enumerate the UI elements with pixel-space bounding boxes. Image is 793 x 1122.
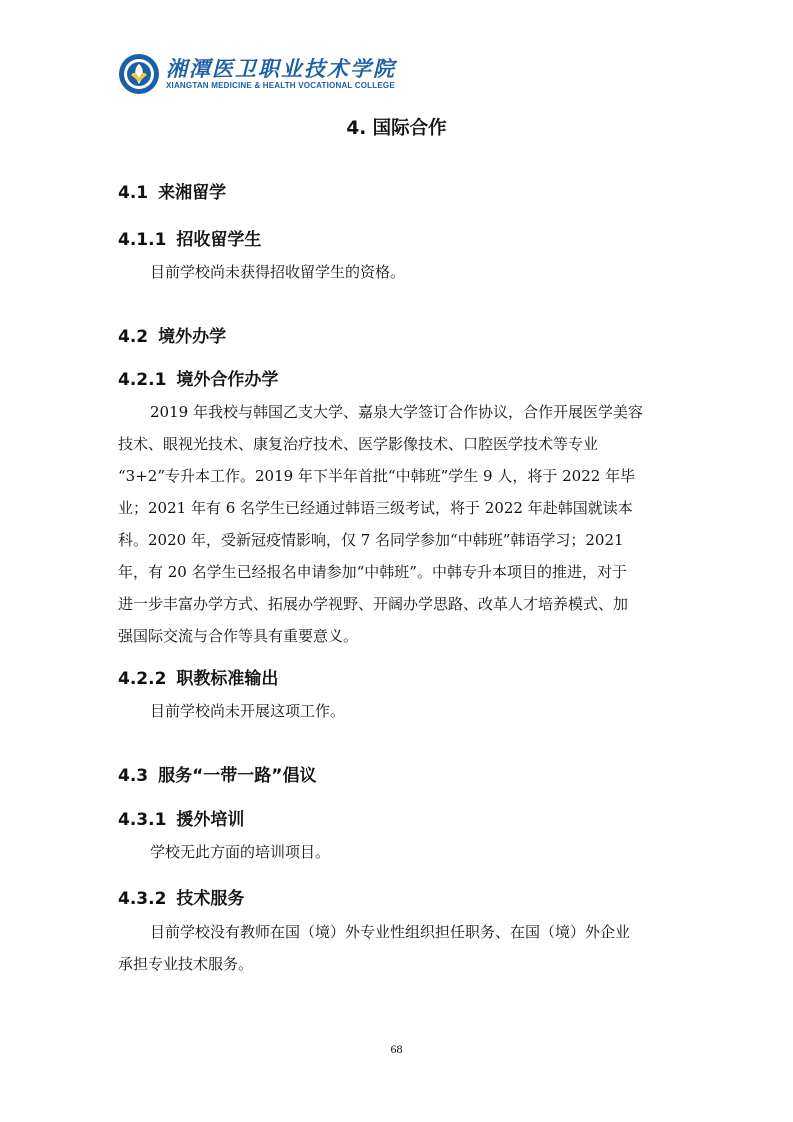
section-heading-4-3-2 [118, 884, 244, 909]
text-line: 目前学校没有教师在国（境）外专业性组织担任职务、在国（境）外企业 [150, 923, 631, 941]
section-title: 技术服务 [176, 889, 245, 909]
text-line: 科。2020 年，受新冠疫情影响，仅 7 名同学参加“中韩班”韩语学习；2021 [118, 531, 624, 549]
section-heading-4-1-1 [118, 225, 261, 250]
section-heading-4-2-1 [118, 365, 278, 390]
section-title: 境外办学 [158, 327, 227, 347]
section-title: 服务“一带一路”倡议 [158, 766, 317, 786]
section-heading-4-3-1 [118, 805, 244, 830]
paragraph-4-2-1 [118, 396, 678, 652]
section-number: 4.2.2 [118, 669, 167, 689]
section-heading-4-2 [118, 322, 226, 347]
page-number: 68 [390, 1042, 403, 1056]
text-line: “3+2”专升本工作。2019 年下半年首批“中韩班”学生 9 人，将于 2022 年毕 [118, 467, 636, 485]
text-line: 2019 年我校与韩国乙支大学、嘉泉大学签订合作协议，合作开展医学美容 [150, 403, 643, 421]
paragraph-4-1-1 [118, 256, 678, 288]
school-name-en: XIANGTAN MEDICINE & HEALTH VOCATIONAL COLLEGE [166, 81, 395, 90]
text-line: 目前学校尚未开展这项工作。 [150, 702, 346, 720]
section-title: 来湘留学 [158, 183, 227, 203]
text-line: 学校无此方面的培训项目。 [150, 843, 331, 861]
text-line: 强国际交流与合作等具有重要意义。 [118, 627, 359, 645]
section-heading-4-1 [118, 178, 226, 203]
text-line: 技术、眼视光技术、康复治疗技术、医学影像技术、口腔医学技术等专业 [118, 435, 599, 453]
section-number: 4.1 [118, 183, 149, 203]
text-line: 目前学校尚未获得招收留学生的资格。 [150, 263, 406, 281]
section-number: 4.2 [118, 327, 149, 347]
text-line: 进一步丰富办学方式、拓展办学视野、开阔办学思路、改革人才培养模式、加 [118, 595, 629, 613]
section-number: 4.2.1 [118, 370, 167, 390]
text-line: 年，有 20 名学生已经报名申请参加“中韩班”。中韩专升本项目的推进，对于 [118, 563, 627, 581]
section-number: 4.3 [118, 766, 149, 786]
section-number: 4.3.1 [118, 810, 167, 830]
chapter-title: 4. 国际合作 [346, 118, 447, 139]
paragraph-4-3-2 [118, 916, 678, 980]
text-line: 业；2021 年有 6 名学生已经通过韩语三级考试，将于 2022 年赴韩国就读本 [118, 499, 633, 517]
page-header [118, 52, 396, 96]
school-name-cn: 湘潭医卫职业技术学院 [166, 56, 396, 81]
section-number: 4.1.1 [118, 230, 167, 250]
section-heading-4-3 [118, 761, 316, 786]
paragraph-4-2-2 [118, 695, 678, 727]
paragraph-4-3-1 [118, 836, 678, 868]
college-emblem-icon [118, 53, 160, 95]
section-heading-4-2-2 [118, 664, 278, 689]
section-title: 招收留学生 [176, 230, 262, 250]
section-number: 4.3.2 [118, 889, 167, 909]
section-title: 境外合作办学 [176, 370, 279, 390]
text-line: 承担专业技术服务。 [118, 955, 254, 973]
section-title: 援外培训 [176, 810, 245, 830]
section-title: 职教标准输出 [176, 669, 279, 689]
